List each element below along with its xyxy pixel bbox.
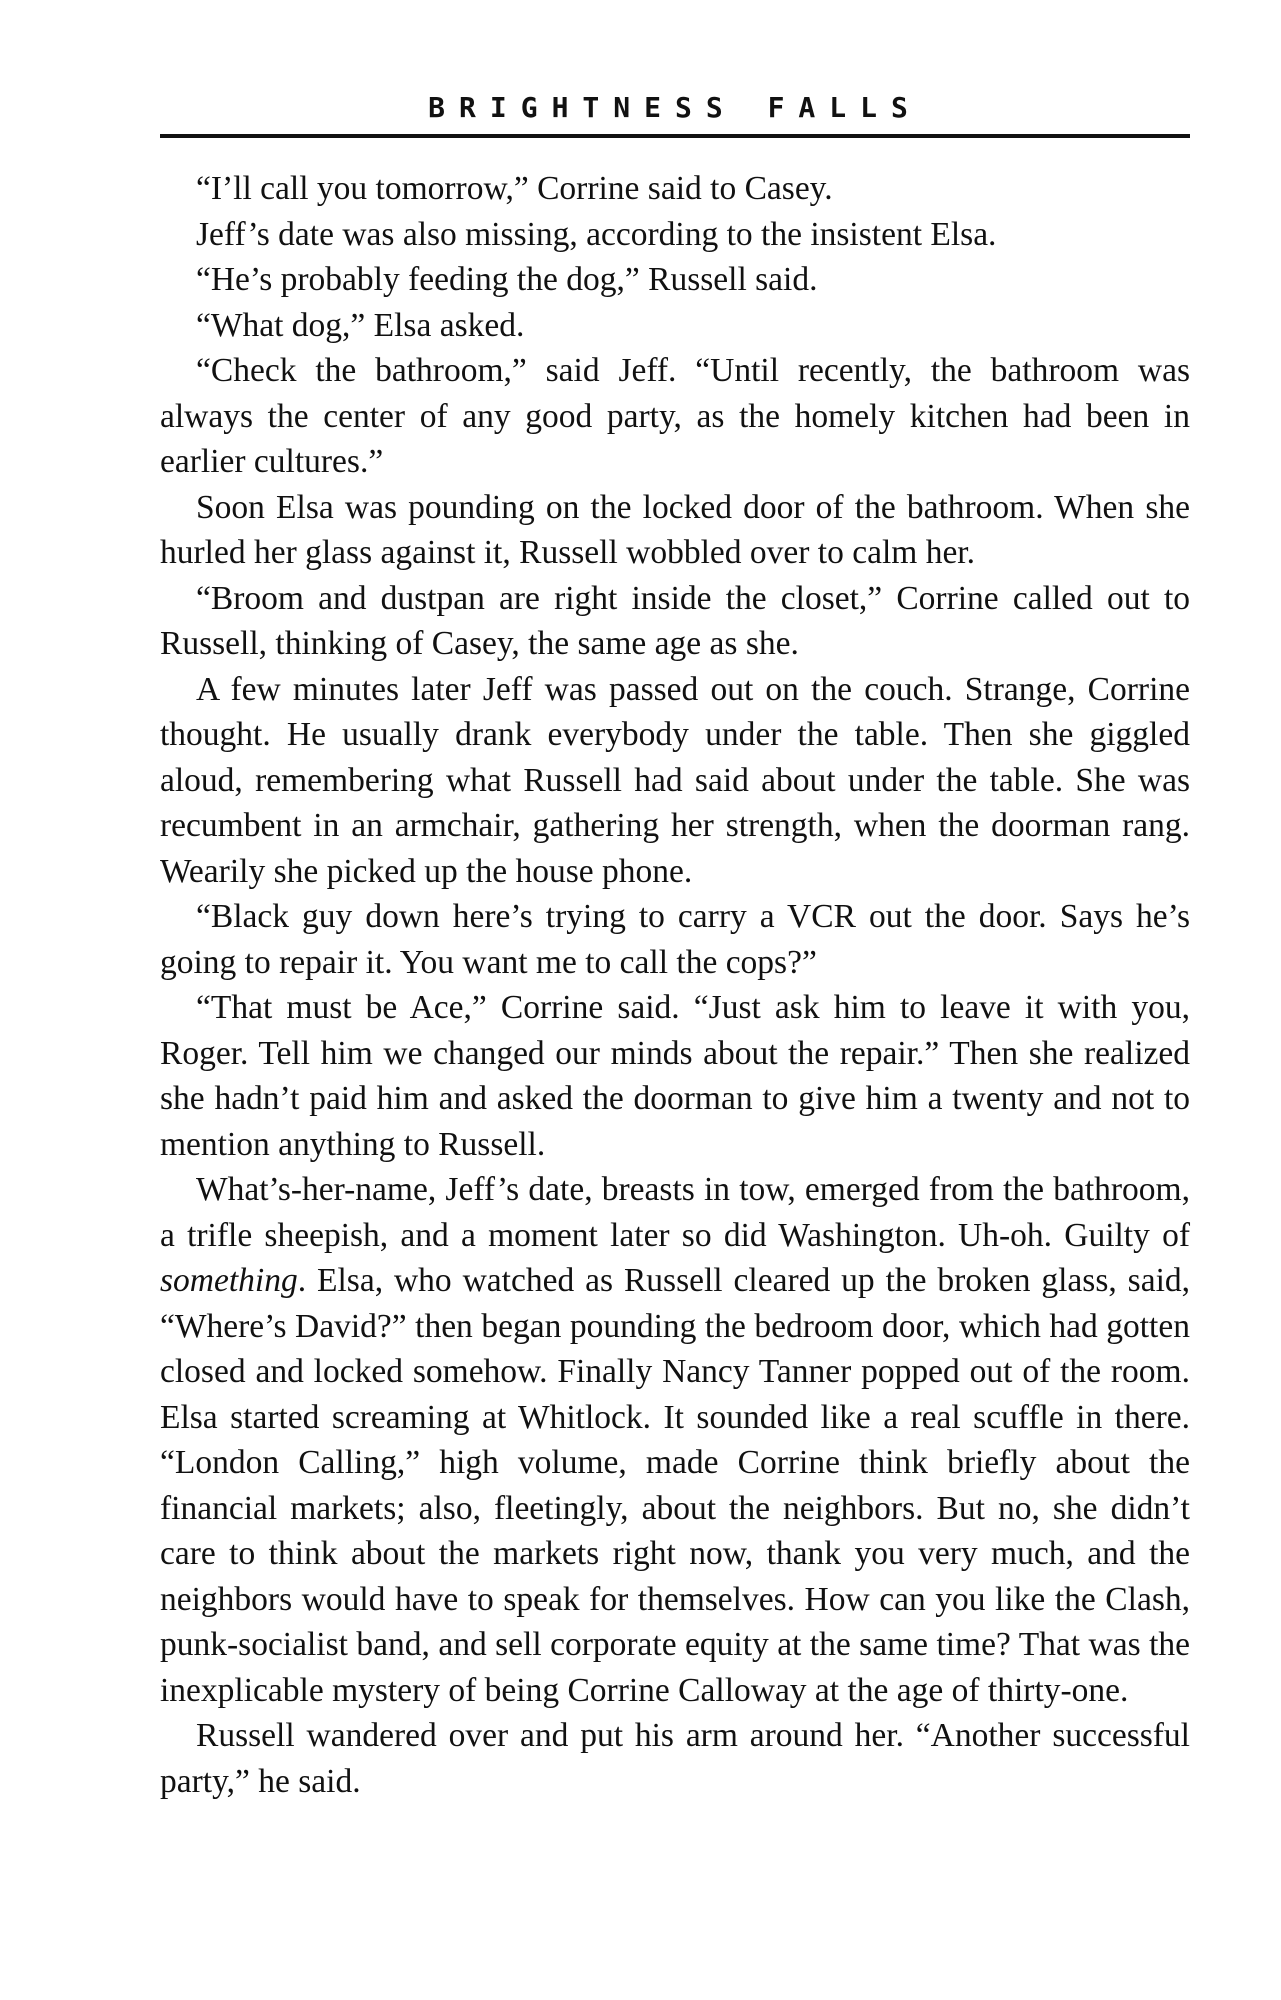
paragraph-7: “Broom and dustpan are right inside the closet,” Corrine called out to Russell, thinking of Casey, the same age as she. bbox=[160, 579, 1190, 662]
header-rule bbox=[160, 134, 1190, 138]
paragraph-10: “That must be Ace,” Corrine said. “Just ask him to leave it with you, Roger. Tell him we changed our minds about the repair.” Then she realized she hadn’t paid him and asked the doorman to give him a twenty and not to mention anything to Russell. bbox=[160, 989, 1190, 1163]
paragraph-11-text-before: What’s-her-name, Jeff’s date, breasts in tow, emerged from the bathroom, a trifle sheepish, and a moment later so did Washington. Uh-oh. Guilty of bbox=[160, 1171, 1190, 1254]
paragraph-12: Russell wandered over and put his arm around her. “Another successful party,” he said. bbox=[160, 1717, 1190, 1800]
running-head-title: BRIGHTNESS FALLS bbox=[428, 91, 922, 124]
paragraph-11-emphasis: something bbox=[160, 1262, 298, 1299]
paragraph-4: “What dog,” Elsa asked. bbox=[196, 306, 525, 344]
paragraph-8: A few minutes later Jeff was passed out on the couch. Strange, Corrine thought. He usually drank everybody under the table. Then she giggled aloud, remembering what Russell had said about under the table. She was recumbent in an armchair, gathering her strength, when the doorman rang. Wearily she picked up the house phone. bbox=[160, 670, 1190, 890]
paragraph-6: Soon Elsa was pounding on the locked door of the bathroom. When she hurled her glass against it, Russell wobbled over to calm her. bbox=[160, 488, 1190, 571]
paragraph-11-text-after: . Elsa, who watched as Russell cleared up the broken glass, said, “Where’s David?” then began pounding the bedroom door, which had gotten closed and locked somehow. Finally Nancy Tanner popped out of the room. Elsa started screaming at Whitlock. It sounded like a real scuffle in there. “London Calling,” high volume, made Corrine think briefly about the financial markets; also, fleetingly, about the neighbors. But no, she didn’t care to think about the markets right now, thank you very much, and the neighbors would have to speak for themselves. How can you like the Clash, punk-socialist band, and sell corporate equity at the same time? That was the inexplicable mystery of being Corrine Calloway at the age of thirty-one. bbox=[160, 1262, 1190, 1709]
paragraph-3: “He’s probably feeding the dog,” Russell said. bbox=[196, 261, 818, 298]
paragraph-9: “Black guy down here’s trying to carry a VCR out the door. Says he’s going to repair it. You want me to call the cops?” bbox=[160, 898, 1190, 981]
paragraph-2: Jeff’s date was also missing, according to the insistent Elsa. bbox=[196, 215, 997, 253]
paragraph-5: “Check the bathroom,” said Jeff. “Until recently, the bathroom was always the center of any good party, as the homely kitchen had been in earlier cultures.” bbox=[160, 352, 1190, 480]
paragraph-11 bbox=[160, 1167, 1190, 1713]
paragraph-1: “I’ll call you tomorrow,” Corrine said to Casey. bbox=[196, 170, 833, 207]
body-text bbox=[160, 166, 1190, 1804]
